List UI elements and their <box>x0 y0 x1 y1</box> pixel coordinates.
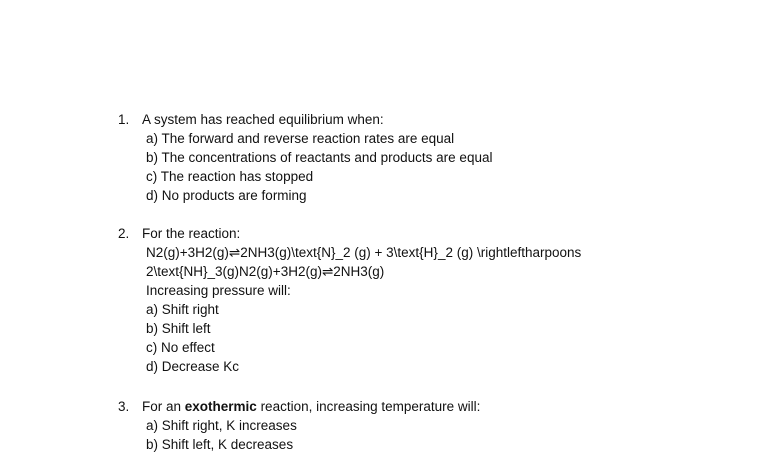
question-2-equation-line-1: N2(g)+3H2(g)⇌2NH3(g)\text{N}_2 (g) + 3\text{H}_2 (g) \rightleftharpoons <box>146 245 582 260</box>
question-2-prompt: For the reaction: <box>142 226 241 241</box>
question-1-option-c: c) The reaction has stopped <box>146 169 314 184</box>
question-2-number: 2. <box>118 226 130 241</box>
question-2-option-d: d) Decrease Kc <box>146 359 240 374</box>
question-1-prompt-line <box>118 110 758 129</box>
question-3-option-a: a) Shift right, K increases <box>146 418 297 433</box>
question-2-option-c: c) No effect <box>146 340 215 355</box>
question-2-subprompt: Increasing pressure will: <box>146 283 291 298</box>
question-3-prompt-line <box>118 397 758 416</box>
question-2-prompt-line <box>118 224 758 243</box>
question-3-prompt-bold: exothermic <box>184 399 257 414</box>
question-3-prompt-after: reaction, increasing temperature will: <box>256 399 481 414</box>
question-2-option-a: a) Shift right <box>146 302 219 317</box>
question-3-prompt-before: For an <box>142 399 185 414</box>
question-3 <box>118 397 758 454</box>
question-2-option-b: b) Shift left <box>146 321 211 336</box>
question-1-option-d: d) No products are forming <box>146 188 307 203</box>
question-1 <box>118 110 758 205</box>
question-1-number: 1. <box>118 112 130 127</box>
question-2-equation-line-2: 2\text{NH}_3(g)N2(g)+3H2(g)⇌2NH3(g) <box>146 264 385 279</box>
question-1-option-b: b) The concentrations of reactants and products are equal <box>146 150 493 165</box>
question-1-prompt: A system has reached equilibrium when: <box>142 112 384 127</box>
question-3-option-b: b) Shift left, K decreases <box>146 437 294 452</box>
question-2 <box>118 224 758 376</box>
question-3-number: 3. <box>118 399 130 414</box>
question-1-option-a: a) The forward and reverse reaction rates are equal <box>146 131 455 146</box>
